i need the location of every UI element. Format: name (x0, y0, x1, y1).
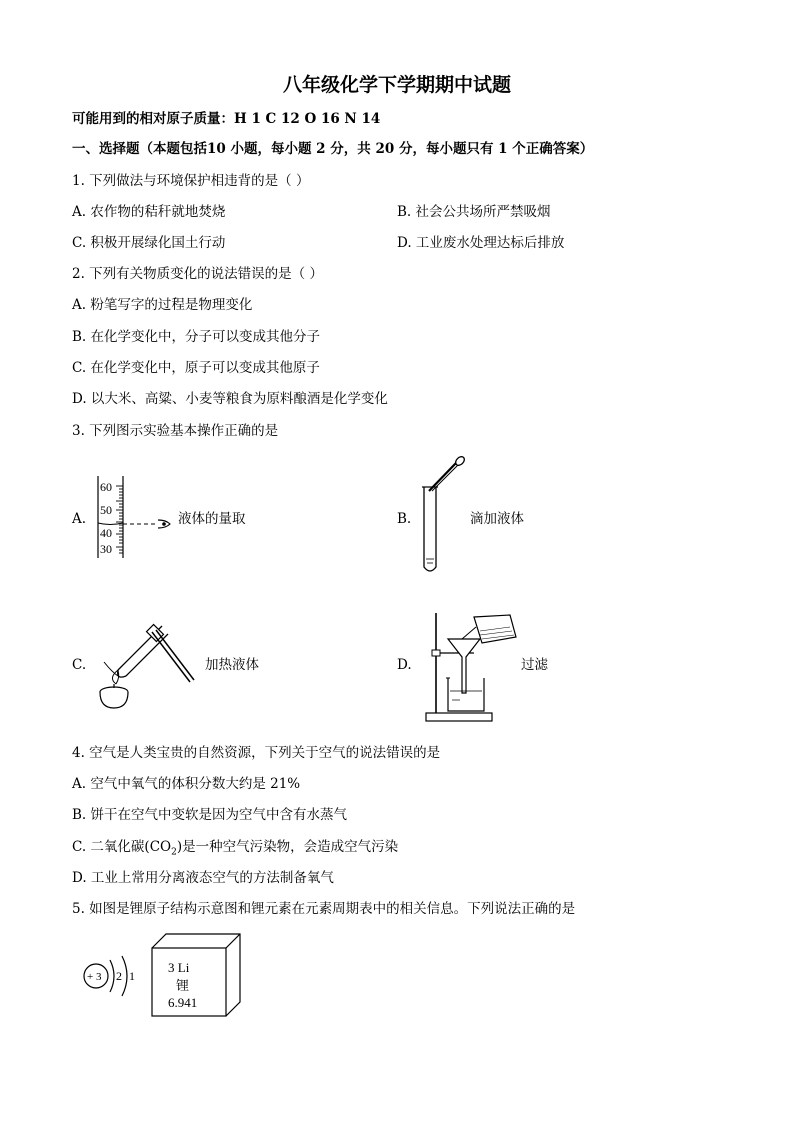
q3-b-label: B. (397, 511, 412, 527)
tick-label-50: 50 (100, 503, 112, 517)
q4-option-c (72, 838, 398, 862)
q4-option-a: A. 空气中氧气的体积分数大约是 21% (72, 776, 301, 792)
q4-stem: 4. 空气是人类宝贵的自然资源，下列关于空气的说法错误的是 (72, 745, 441, 761)
q4-option-c-pre: C. 二氧化碳(CO (72, 839, 172, 855)
tick-label-30: 30 (100, 542, 112, 556)
element-name: 锂 (176, 978, 190, 993)
shell2-electrons: 1 (129, 969, 135, 983)
dropper-test-tube-figure (412, 455, 472, 580)
q4-option-c-subscript: 2 (171, 847, 177, 858)
shell1-electrons: 2 (116, 969, 122, 983)
q2-option-d: D. 以大米、高粱、小麦等粮食为原料酿酒是化学变化 (72, 391, 388, 407)
atomic-mass-line: 可能用到的相对原子质量：H 1 C 12 O 16 N 14 (72, 111, 381, 127)
q2-option-c: C. 在化学变化中，原子可以变成其他原子 (72, 360, 320, 376)
filtration-figure (420, 605, 525, 725)
q3-c-caption: 加热液体 (205, 657, 259, 673)
q4-option-c-post: )是一种空气污染物，会造成空气污染 (176, 839, 399, 855)
q1-option-a: A. 农作物的秸秆就地焚烧 (72, 204, 226, 220)
tick-label-60: 60 (100, 480, 112, 494)
q1-option-d: D. 工业废水处理达标后排放 (397, 235, 565, 251)
q4-option-d: D. 工业上常用分离液态空气的方法制备氧气 (72, 870, 334, 886)
q3-a-label: A. (72, 511, 87, 527)
page-title: 八年级化学下学期期中试题 (282, 74, 511, 96)
q3-c-label: C. (72, 657, 87, 673)
q2-stem: 2. 下列有关物质变化的说法错误的是（ ） (72, 266, 323, 282)
q3-a-caption: 液体的量取 (178, 511, 246, 527)
q1-stem: 1. 下列做法与环境保护相违背的是（ ） (72, 173, 310, 189)
heating-liquid-figure (90, 612, 200, 717)
q1-option-b: B. 社会公共场所严禁吸烟 (397, 204, 551, 220)
nucleus-charge: + 3 (87, 971, 102, 983)
graduated-cylinder-figure (86, 474, 186, 564)
q3-d-caption: 过滤 (521, 657, 548, 673)
element-number-symbol: 3 Li (168, 960, 190, 975)
q2-option-a: A. 粉笔写字的过程是物理变化 (72, 297, 253, 313)
periodic-table-cell-figure (150, 932, 242, 1020)
q5-stem: 5. 如图是锂原子结构示意图和锂元素在元素周期表中的相关信息。下列说法正确的是 (72, 901, 576, 917)
q3-d-label: D. (397, 657, 412, 673)
q4-option-b: B. 饼干在空气中变软是因为空气中含有水蒸气 (72, 807, 348, 823)
lithium-atom-structure-figure (80, 948, 150, 1008)
tick-label-40: 40 (100, 526, 112, 540)
q1-option-c: C. 积极开展绿化国土行动 (72, 235, 226, 251)
q2-option-b: B. 在化学变化中，分子可以变成其他分子 (72, 329, 321, 345)
q3-stem: 3. 下列图示实验基本操作正确的是 (72, 423, 279, 439)
element-mass: 6.941 (168, 995, 198, 1010)
q3-b-caption: 滴加液体 (470, 511, 524, 527)
section-heading: 一、选择题（本题包括10 小题，每小题 2 分，共 20 分，每小题只有 1 个正确答案） (72, 141, 594, 157)
